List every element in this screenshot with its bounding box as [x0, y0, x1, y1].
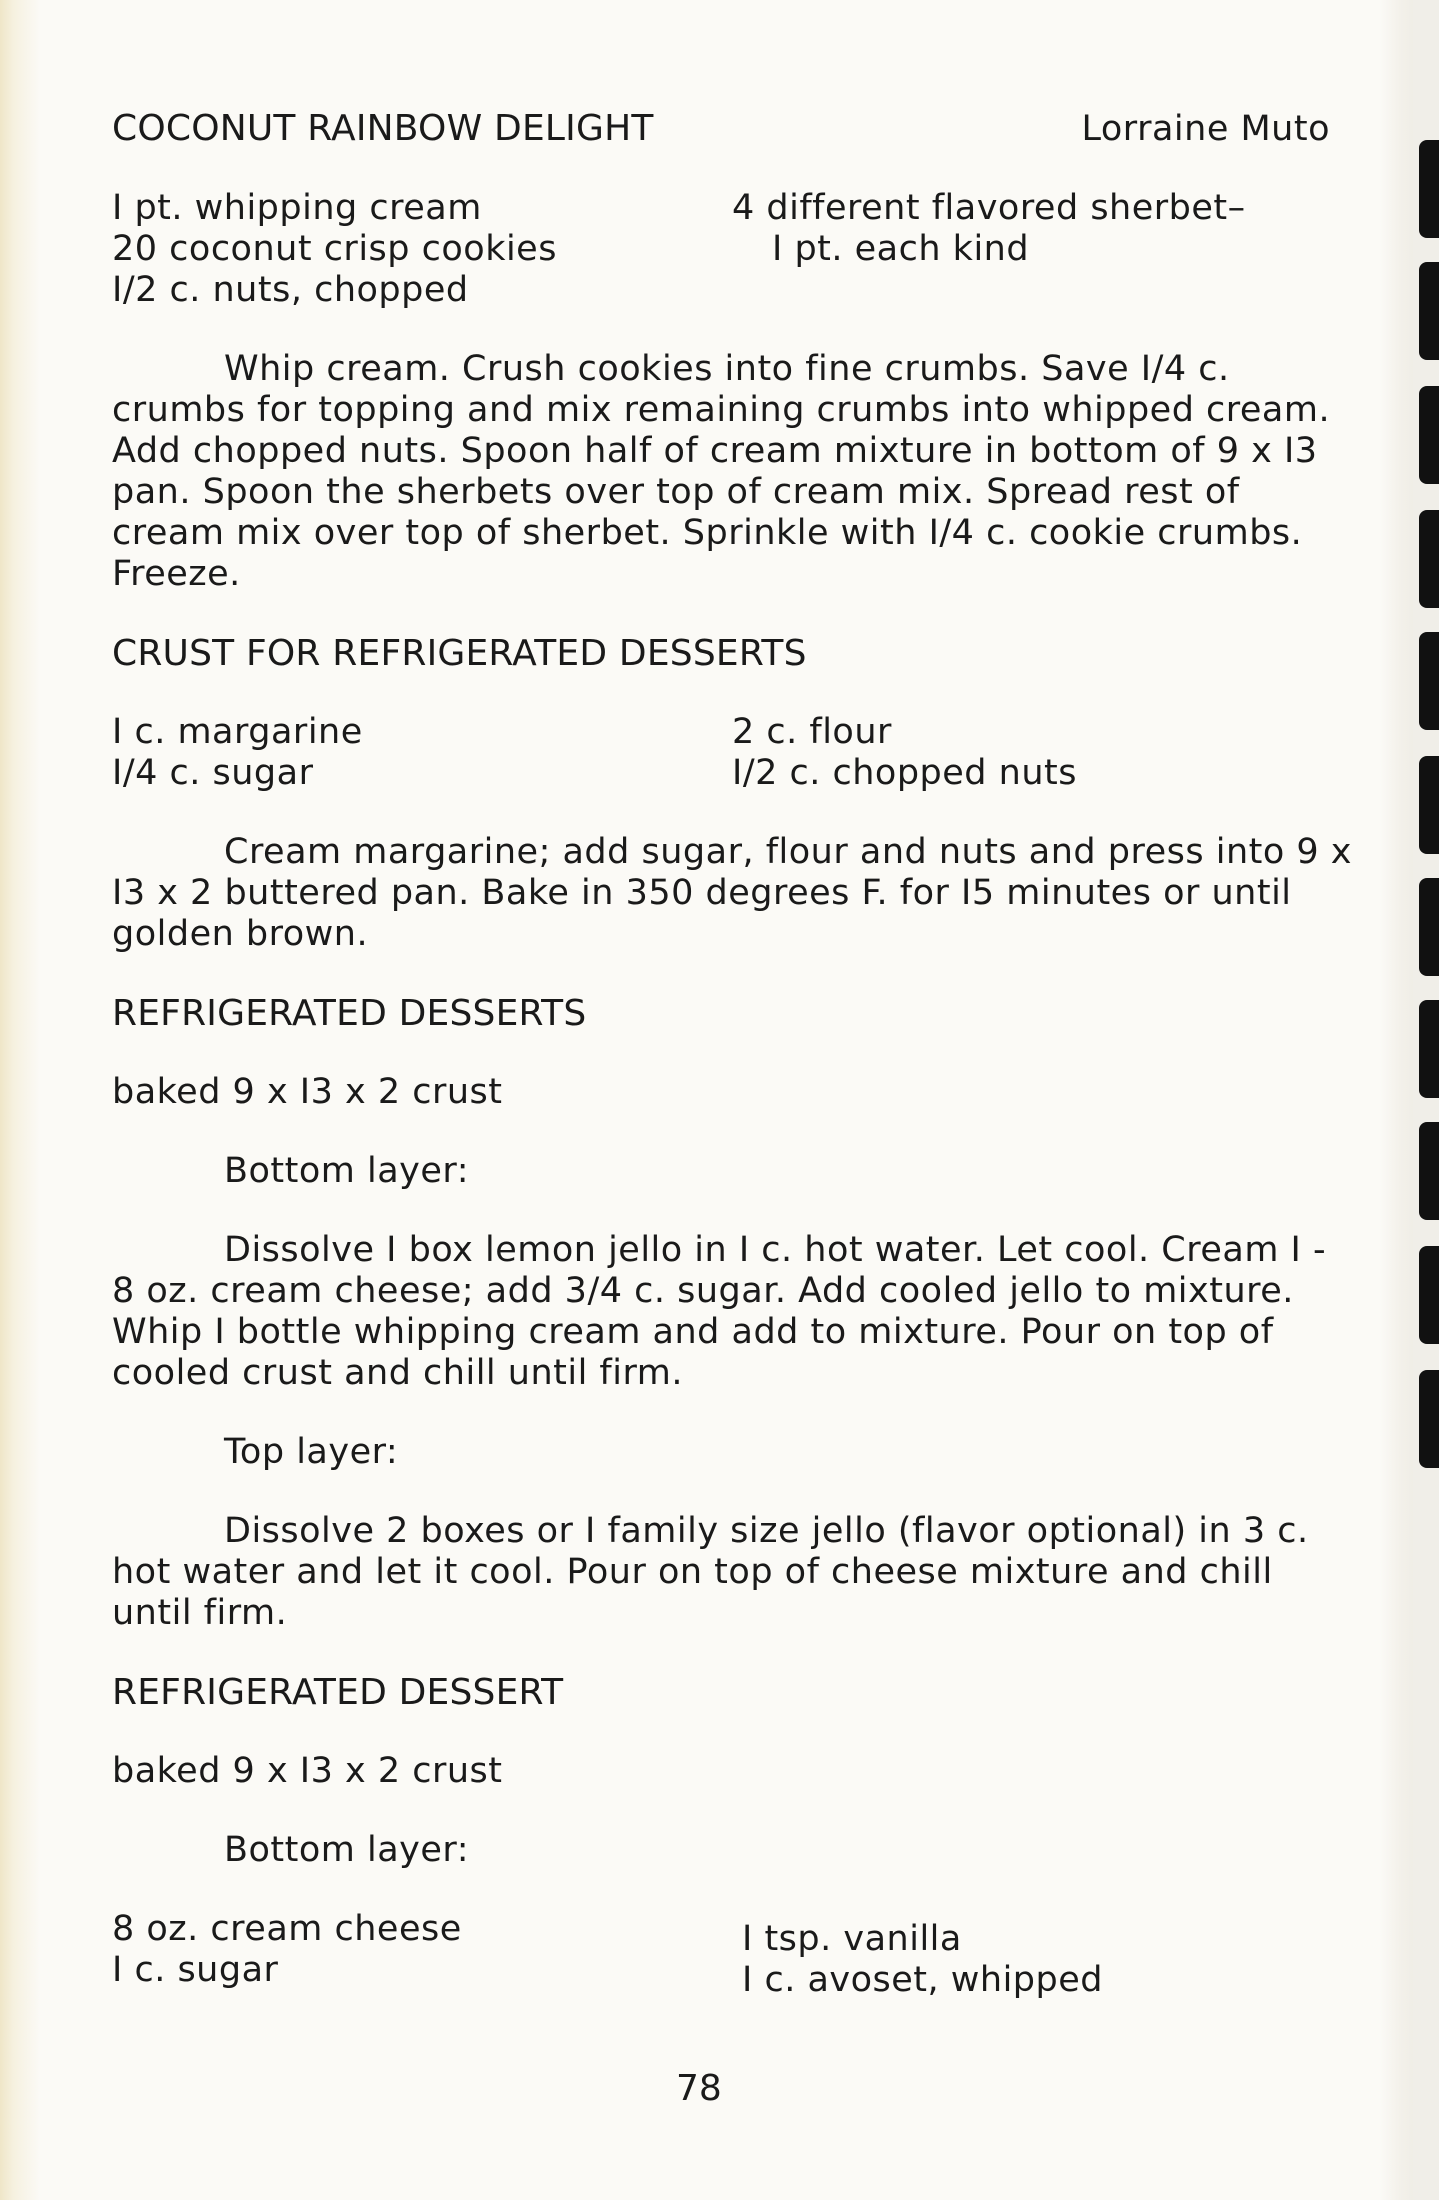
ingredient: I c. sugar [112, 1950, 279, 1990]
ingredient-columns [112, 712, 1352, 794]
ingredient-columns [112, 1909, 1352, 2001]
ingredient: I c. avoset, whipped [742, 1960, 1103, 2000]
layer-label: Bottom layer: [224, 1151, 469, 1191]
binding-ring [1419, 632, 1439, 730]
recipe-title: REFRIGERATED DESSERT [112, 1672, 564, 1713]
binding-ring [1419, 756, 1439, 854]
page-number: 78 [676, 2068, 722, 2109]
page-content [112, 108, 1352, 2001]
recipe-author: Lorraine Muto [1081, 109, 1330, 149]
ingredient: 4 different flavored sherbet– [732, 188, 1246, 228]
ingredient: 20 coconut crisp cookies [112, 229, 557, 269]
crust-line: baked 9 x I3 x 2 crust [112, 1072, 503, 1112]
binding-ring [1419, 1122, 1439, 1220]
ingredient: I pt. each kind [772, 229, 1030, 269]
binding-ring [1419, 1246, 1439, 1344]
ingredient-columns [112, 188, 1352, 311]
ingredient: I/4 c. sugar [112, 753, 314, 793]
ingredient: 8 oz. cream cheese [112, 1909, 462, 1949]
binding-ring [1419, 510, 1439, 608]
ingredient-list-left [112, 712, 712, 794]
ingredient-list-left [112, 188, 712, 311]
ingredient: 2 c. flour [732, 712, 892, 752]
recipe-header [112, 108, 1352, 150]
ingredient-list-right [742, 1909, 1342, 2001]
binding-edge [1413, 0, 1439, 2200]
layer-label: Bottom layer: [224, 1830, 469, 1870]
binding-ring [1419, 1370, 1439, 1468]
ingredient: I tsp. vanilla [742, 1919, 962, 1959]
ingredient-list-left [112, 1909, 742, 2001]
ingredient-list-right [732, 712, 1332, 794]
ingredient: I/2 c. nuts, chopped [112, 270, 469, 310]
binding-ring [1419, 1000, 1439, 1098]
recipe-title: REFRIGERATED DESSERTS [112, 993, 587, 1034]
binding-ring [1419, 878, 1439, 976]
recipe-title: COCONUT RAINBOW DELIGHT [112, 108, 654, 149]
recipe-directions: Cream margarine; add sugar, flour and nuts and press into 9 x I3 x 2 buttered pan. Bake in 350 degrees F. for I5 minutes or until golden brown. [112, 832, 1353, 954]
recipe-directions: Dissolve I box lemon jello in I c. hot water. Let cool. Cream I - 8 oz. cream cheese; add 3/4 c. sugar. Add cooled jello to mixture. Whip I bottle whipping cream and add to mixture. Pour on top of cooled crust and chill until firm. [112, 1230, 1327, 1393]
ingredient-list-right [732, 188, 1332, 311]
binding-ring [1419, 262, 1439, 360]
recipe-directions: Whip cream. Crush cookies into fine crumbs. Save I/4 c. crumbs for topping and mix remaining crumbs into whipped cream. Add chopped nuts. Spoon half of cream mixture in bottom of 9 x I3 pan. Spoon the sherbets over top of cream mix. Spread rest of cream mix over top of sherbet. Sprinkle with I/4 c. cookie crumbs. Freeze. [112, 349, 1331, 594]
ingredient: I c. margarine [112, 712, 363, 752]
recipe-directions: Dissolve 2 boxes or I family size jello (flavor optional) in 3 c. hot water and let it cool. Pour on top of cheese mixture and chill until firm. [112, 1511, 1309, 1633]
layer-label: Top layer: [224, 1432, 399, 1472]
binding-ring [1419, 386, 1439, 484]
recipe-title: CRUST FOR REFRIGERATED DESSERTS [112, 633, 807, 674]
ingredient: I pt. whipping cream [112, 188, 482, 228]
binding-ring [1419, 140, 1439, 238]
ingredient: I/2 c. chopped nuts [732, 753, 1077, 793]
crust-line: baked 9 x I3 x 2 crust [112, 1751, 503, 1791]
